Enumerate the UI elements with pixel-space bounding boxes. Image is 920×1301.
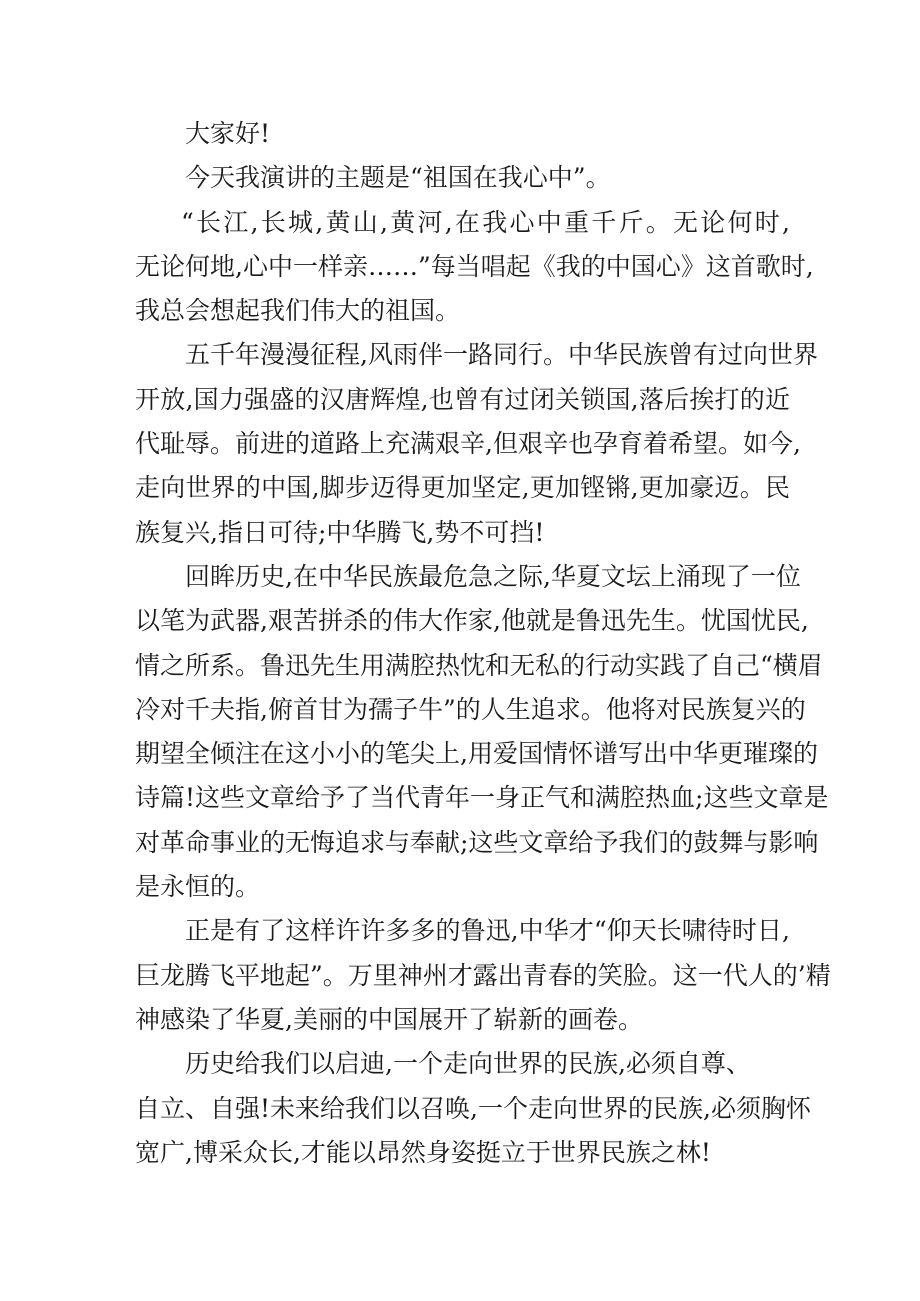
text-line: 神感染了华夏,美丽的中国展开了崭新的画卷。 [135, 1004, 643, 1034]
paragraph-topic [135, 156, 790, 200]
text-line: 诗篇!这些文章给予了当代青年一身正气和满腔热血;这些文章是 [135, 783, 829, 813]
text-line: 走向世界的中国,脚步迈得更加坚定,更加铿锵,更加豪迈。民 [135, 473, 790, 503]
text-line: 无论何地,心中一样亲……”每当唱起《我的中国心》这首歌时, [135, 251, 814, 281]
text-line: 我总会想起我们伟大的祖国。 [135, 296, 461, 326]
paragraph-conclusion [135, 1042, 811, 1175]
text-line: 代耻辱。前进的道路上充满艰辛,但艰辛也孕育着希望。如今, [135, 429, 801, 459]
text-line: 对革命事业的无悔追求与奉献;这些文章给予我们的鼓舞与影响 [135, 827, 819, 857]
text-line: 今天我演讲的主题是“祖国在我心中”。 [185, 163, 611, 193]
paragraph-history [135, 333, 818, 554]
text-line: 期望全倾注在这小小的笔尖上,用爱国情怀谱写出中华更璀璨的 [135, 739, 818, 769]
text-line: 正是有了这样许许多多的鲁迅,中华才“仰天长啸待时日, [185, 916, 790, 946]
text-line: 以笔为武器,艰苦拼杀的伟大作家,他就是鲁迅先生。忧国忧民, [135, 606, 809, 636]
text-line: 情之所系。鲁迅先生用满腔热忱和无私的行动实践了自己“横眉 [135, 650, 823, 680]
paragraph-greeting [135, 112, 790, 156]
text-line: 是永恒的。 [135, 872, 261, 902]
text-line: 自立、自强!未来给我们以召唤,一个走向世界的民族,必须胸怀 [135, 1093, 811, 1123]
text-line: 历史给我们以启迪,一个走向世界的民族,必须自尊、 [185, 1049, 751, 1079]
speech-body [135, 112, 831, 1175]
text-line: 冷对千夫指,俯首甘为孺子牛”的人生追求。他将对民族复兴的 [135, 694, 806, 724]
paragraph-luxun [135, 555, 829, 909]
text-line: 五千年漫漫征程,风雨伴一路同行。中华民族曾有过向世界 [185, 340, 818, 370]
text-line: “长江,长城,黄山,黄河,在我心中重千斤。无论何时, [181, 207, 790, 237]
paragraph-generation [135, 909, 831, 1042]
text-line: 宽广,博采众长,才能以昂然身姿挺立于世界民族之林! [135, 1137, 711, 1167]
text-line: 巨龙腾飞平地起”。万里神州才露出青春的笑脸。这一代人的’精 [135, 960, 831, 990]
text-line: 族复兴,指日可待;中华腾飞,势不可挡! [135, 517, 545, 547]
text-line: 大家好! [185, 119, 271, 148]
text-line: 开放,国力强盛的汉唐辉煌,也曾有过闭关锁国,落后挨打的近 [135, 384, 790, 414]
paragraph-song-quote [135, 201, 814, 334]
text-line: 回眸历史,在中华民族最危急之际,华夏文坛上涌现了一位 [185, 561, 801, 591]
